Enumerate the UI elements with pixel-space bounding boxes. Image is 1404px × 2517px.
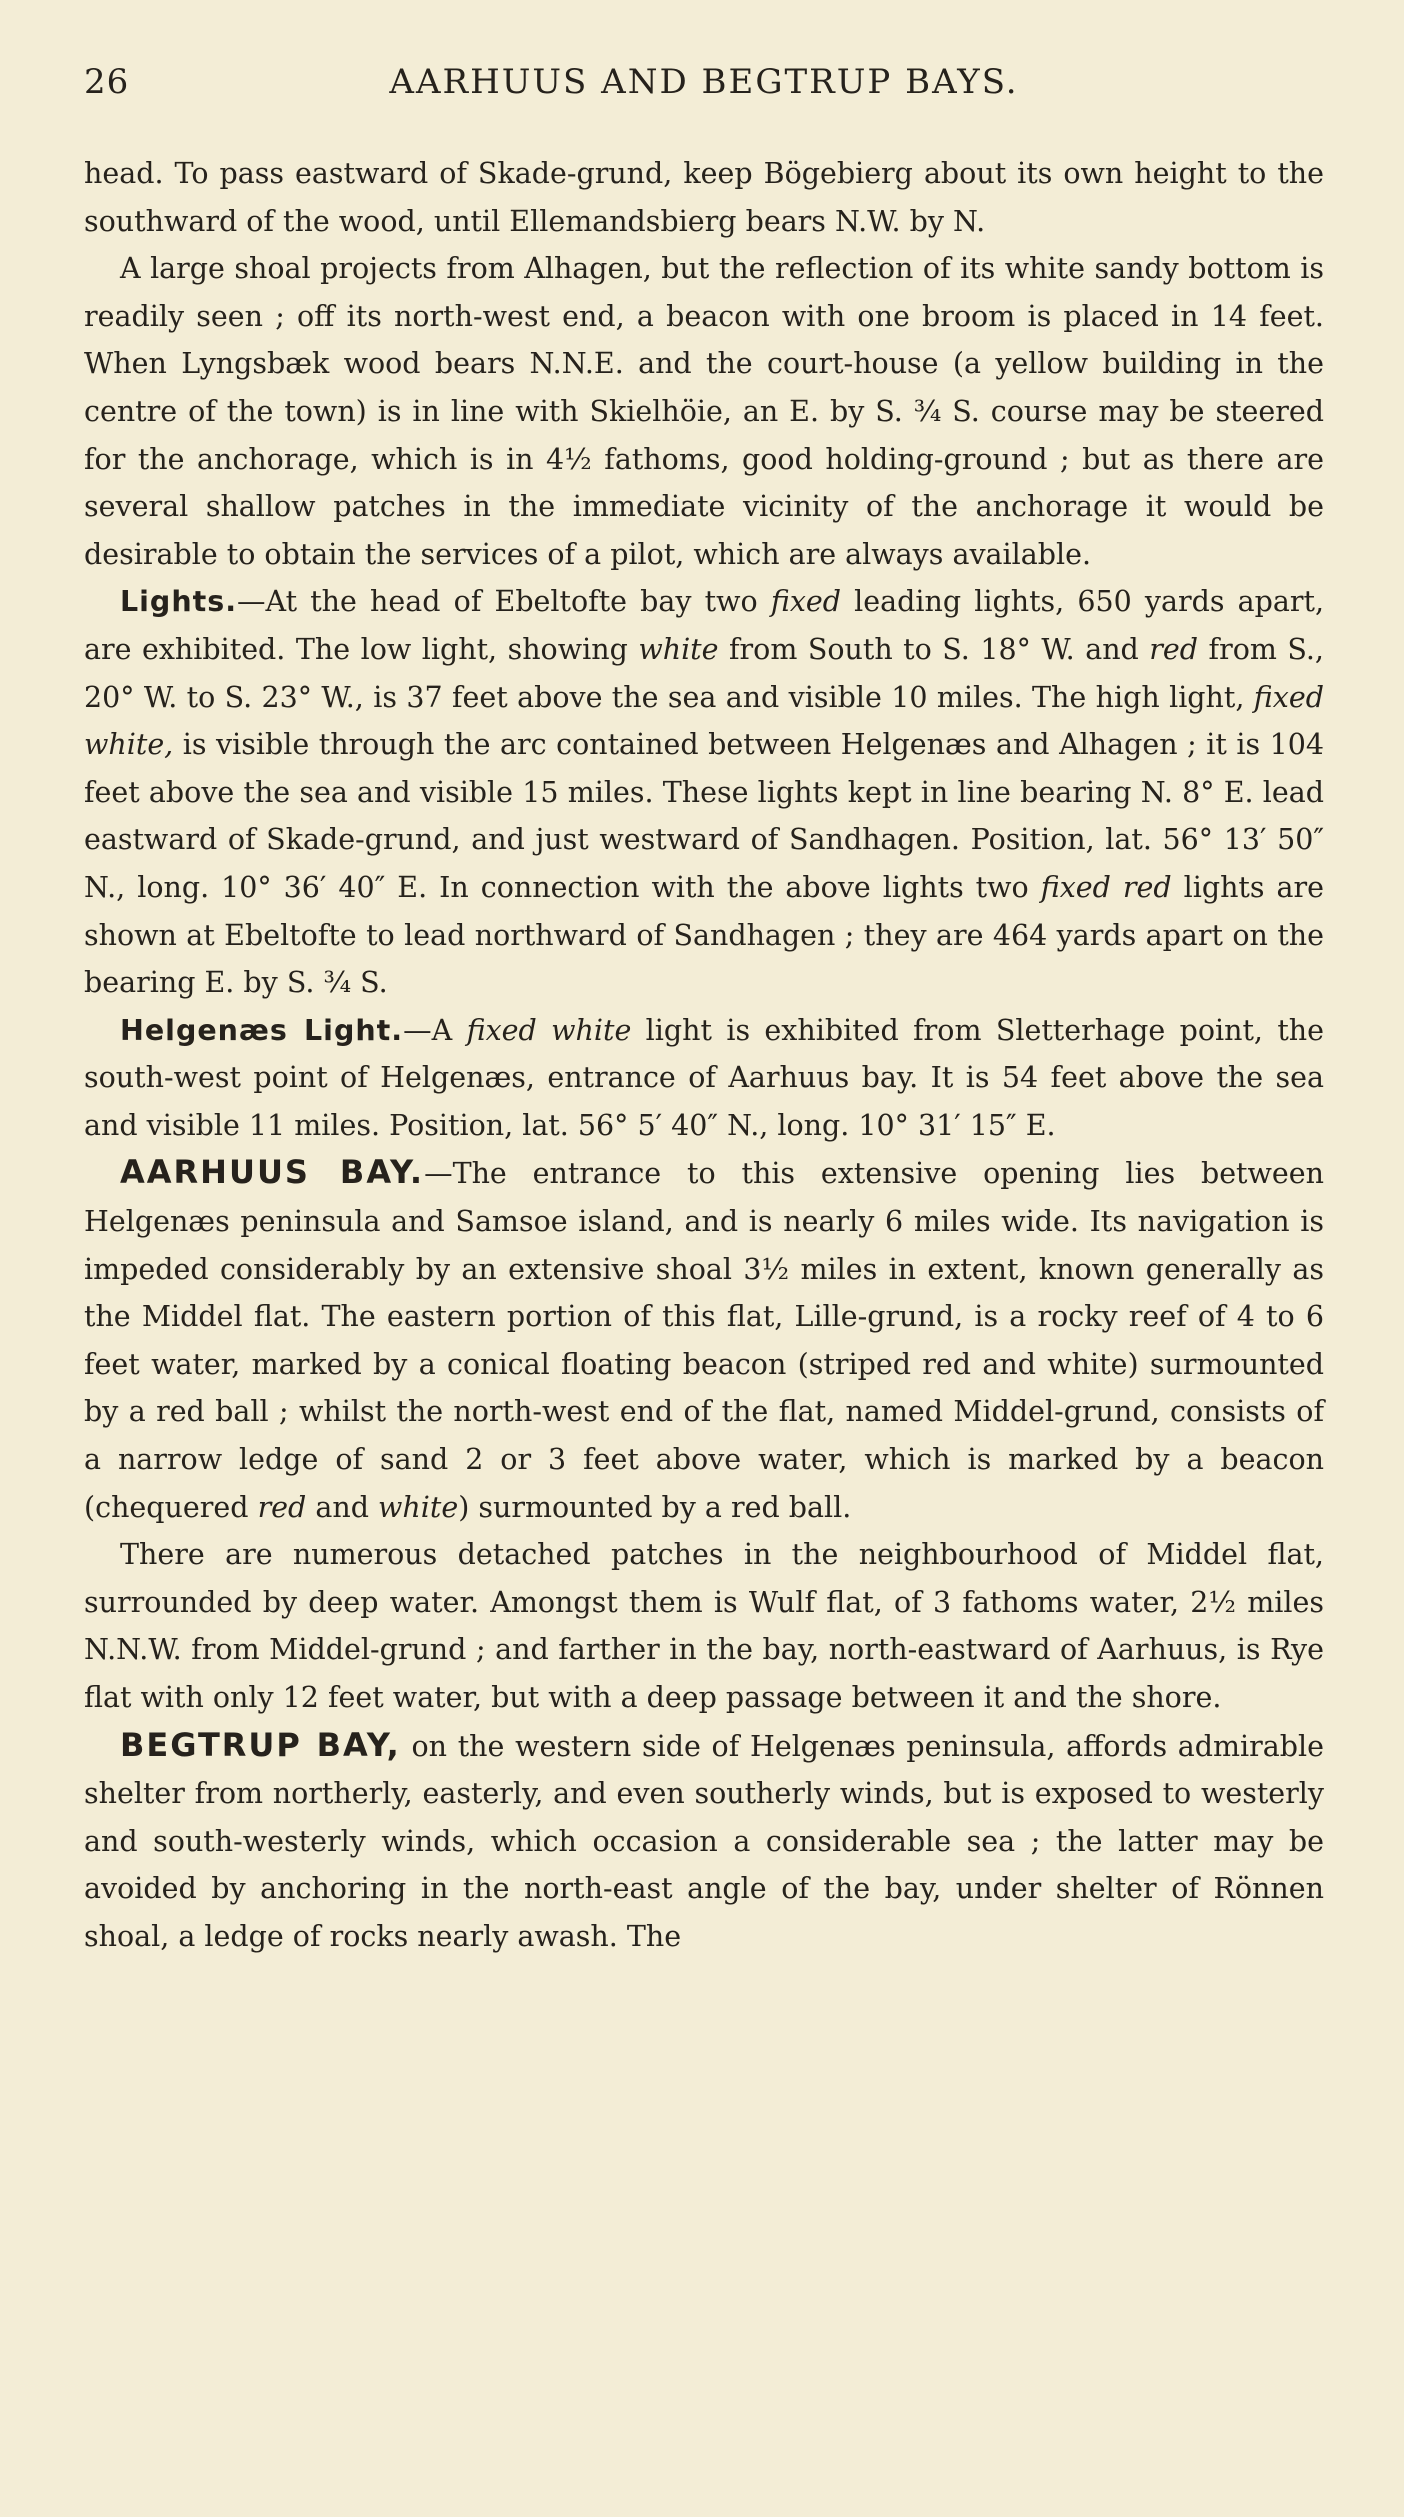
- text-run: leading lights, 650 yards apart, are exhibited. The low light, showing: [84, 585, 1324, 666]
- italic-run: red: [1149, 632, 1199, 666]
- section-heading-helgenaes-light: Helgenæs Light.: [120, 1013, 404, 1047]
- italic-run: fixed white: [466, 1013, 632, 1047]
- text-run: —A: [403, 1013, 467, 1047]
- text-run: from S., 20° W. to S. 23° W., is 37 feet above the sea and visible 10 miles. The high light,: [84, 632, 1324, 714]
- text-run: is visible through the arc contained between Helgenæs and Alhagen ; it is 104 feet above the sea and visible 15 miles. These lights kept in line bearing N. 8° E. lead eastward of Skade-grund, and just westward of Sandhagen. Position, lat. 56° 13′ 50″ N., long. 10° 36′ 40″ E. In connection with the above lights two: [84, 728, 1324, 904]
- text-run: and: [306, 1490, 379, 1524]
- text-run: light is exhibited from Sletterhage point, the south-west point of Helgenæs, entrance of Aarhuus bay. It is 54 feet above the sea and visible 11 miles. Position, lat. 56° 5′ 40″ N., long. 10° 31′ 15″ E.: [84, 1013, 1324, 1142]
- section-heading-lights: Lights.: [120, 585, 238, 619]
- italic-run: white: [378, 1490, 459, 1524]
- text-run: lights are shown at Ebeltofte to lead northward of Sandhagen ; they are 464 yards apart on the bearing E. by S. ¾ S.: [84, 870, 1324, 1000]
- paragraph-begtrup-bay: [84, 1722, 1324, 1961]
- paragraph-6: There are numerous detached patches in the neighbourhood of Middel flat, surrounded by deep water. Amongst them is Wulf flat, of 3 fathoms water, 2½ miles N.N.W. from Middel-grund ; and farther in the bay, north-eastward of Aarhuus, is Rye flat with only 12 feet water, but with a deep passage between it and the shore.: [84, 1538, 1324, 1714]
- italic-run: fixed: [770, 585, 842, 619]
- italic-run: white: [638, 632, 719, 666]
- italic-run: fixed red: [1040, 870, 1172, 904]
- paragraph-2: A large shoal projects from Alhagen, but the reflection of its white sandy bottom is readily seen ; off its north-west end, a beacon with one broom is placed in 14 feet. When Lyngsbæk wood bears N.N.E. and the court-house (a yellow building in the centre of the town) is in line with Skielhöie, an E. by S. ¾ S. course may be steered for the anchorage, which is in 4½ fathoms, good holding-ground ; but as there are several shallow patches in the immediate vicinity of the anchorage it would be desirable to obtain the services of a pilot, which are always available.: [84, 252, 1324, 571]
- text-run: —At the head of Ebeltofte bay two: [237, 585, 771, 619]
- section-heading-begtrup-bay: BEGTRUP BAY,: [120, 1725, 401, 1764]
- running-title: AARHUUS AND BEGTRUP BAYS.: [389, 62, 1019, 102]
- italic-run: fixed white,: [84, 680, 1324, 762]
- text-run: from South to S. 18° W. and: [718, 632, 1150, 666]
- section-heading-aarhuus-bay: AARHUUS BAY.: [120, 1153, 425, 1192]
- text-run: on the western side of Helgenæs peninsula, affords admirable shelter from northerly, easterly, and even southerly winds, but is exposed to westerly and south-westerly winds, which occasion a considerable sea ; the latter may be avoided by anchoring in the north-east angle of the bay, under shelter of Rönnen shoal, a ledge of rocks nearly awash. The: [84, 1729, 1324, 1953]
- body-text: [84, 150, 1324, 1961]
- paragraph-lights: [84, 578, 1324, 1006]
- italic-run: red: [257, 1490, 307, 1524]
- page-header: [84, 62, 1324, 112]
- paragraph-helgenaes-light: [84, 1007, 1324, 1150]
- paragraph-aarhuus-bay: [84, 1149, 1324, 1531]
- text-run: —The entrance to this extensive opening lies between Helgenæs peninsula and Samsoe island, and is nearly 6 miles wide. Its navigation is impeded considerably by an extensive shoal 3½ miles in extent, known generally as the Middel flat. The eastern portion of this flat, Lille-grund, is a rocky reef of 4 to 6 feet water, marked by a conical floating beacon (striped red and white) surmounted by a red ball ; whilst the north-west end of the flat, named Middel-grund, consists of a narrow ledge of sand 2 or 3 feet above water, which is marked by a beacon (chequered: [84, 1157, 1324, 1524]
- page-number: 26: [84, 62, 130, 102]
- paragraph-1: head. To pass eastward of Skade-grund, keep Bögebierg about its own height to the southward of the wood, until Ellemandsbierg bears N.W. by N.: [84, 157, 1324, 238]
- text-run: ) surmounted by a red ball.: [458, 1490, 852, 1524]
